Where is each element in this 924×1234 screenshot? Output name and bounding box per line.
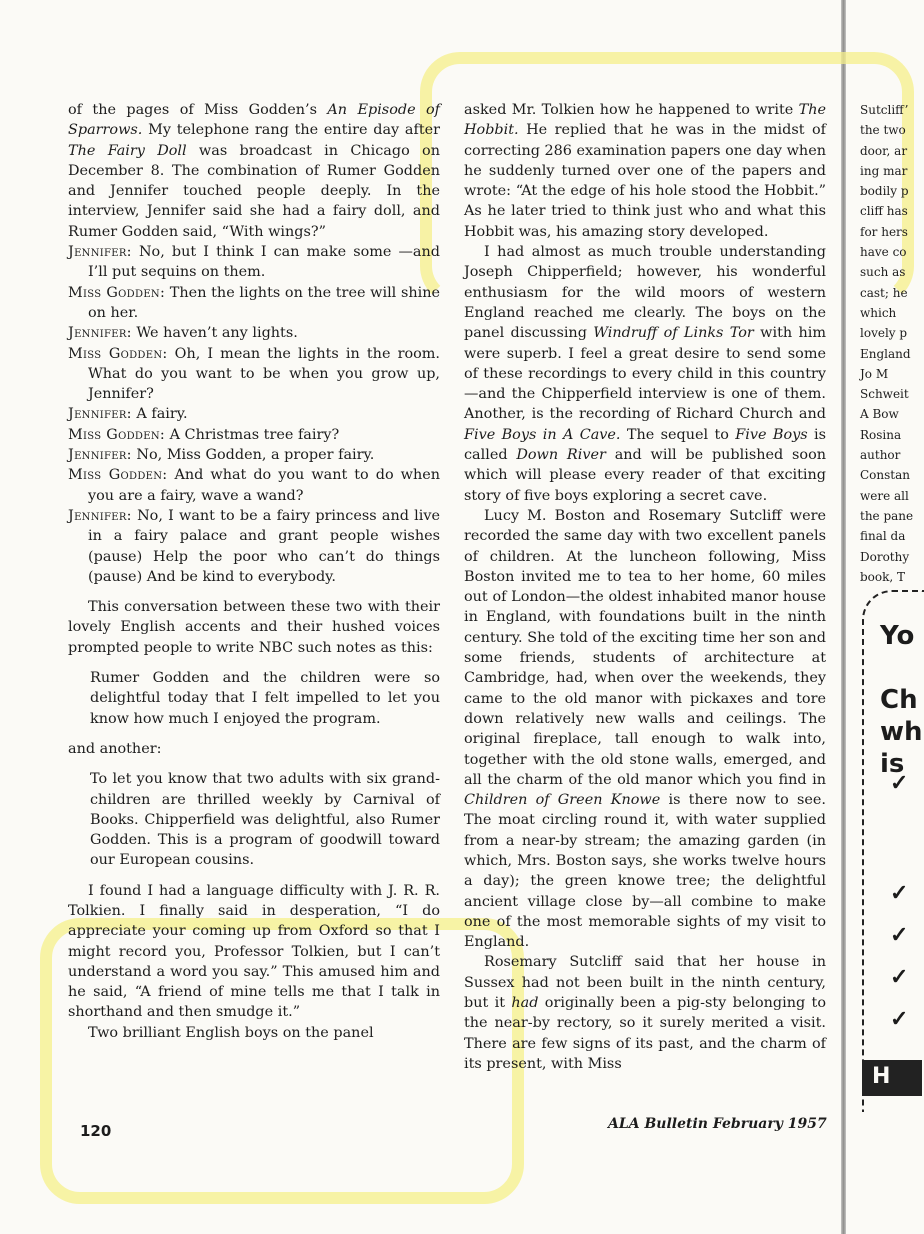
book-title: Five Boys in A Cave.: [464, 426, 621, 443]
paragraph: [464, 506, 826, 953]
text-run: To let you know that two adults with six grand-children are thrilled weekly by Carnival of Books. Chipperfield was delightful, also Rumer Godden. This is a program of goodwill toward our European cousins.: [90, 771, 440, 869]
block-quote: [68, 769, 440, 870]
paragraph: [464, 100, 826, 242]
block-quote: [68, 668, 440, 729]
speaker-label: Miss Godden:: [68, 284, 166, 301]
paragraph-gap: [68, 658, 440, 668]
clipped-line: author: [860, 448, 901, 463]
speaker-label: Jennifer:: [68, 507, 132, 524]
text-run: asked Mr. Tolkien how he happened to write: [464, 102, 799, 118]
clipped-line: door, ar: [860, 143, 908, 158]
clipped-line: cliff has: [860, 204, 908, 219]
paragraph: [68, 100, 440, 242]
text-run: with him were superb. I feel a great desire to send some of these recordings to every child in this country—and the Chipperfield interview is one of them. Another, is the recording of Richard Church and: [464, 325, 827, 423]
paragraph: [464, 242, 826, 506]
text-run: No, but I think I can make some —and I’ll put sequins on them.: [88, 244, 440, 281]
book-title: The Hobbit.: [464, 102, 826, 139]
clipped-line: the two: [860, 123, 906, 138]
clipped-line: book, T: [860, 569, 906, 584]
text-run: I found I had a language difficulty with J. R. R. Tolkien. I finally said in desperation, “I do appreciate your coming up from Oxford so that I might record you, Professor Tolkien, but I can’t understand a word you say.” This amused him and he said, “A friend of mine tells me that I talk in shorthand and then smudge it.”: [68, 882, 440, 1021]
clipped-line: Sutcliff’: [860, 103, 909, 117]
text-run: No, Miss Godden, a proper fairy.: [131, 447, 375, 464]
dialogue-line: [68, 242, 440, 283]
clipped-line: England: [860, 346, 911, 361]
text-run: and will be published soon which will please every reader of that exciting story of five boys exploring a secret cave.: [464, 447, 827, 504]
dialogue-line: [68, 404, 440, 424]
text-column-right-clipped: [860, 100, 920, 587]
dialogue-line: [68, 465, 440, 506]
text-run: And what do you want to do when you are a fairy, wave a wand?: [88, 467, 441, 504]
book-title: An Episode of Sparrows.: [68, 102, 440, 139]
text-run: My telephone rang the entire day after: [142, 122, 440, 139]
clipped-line: Jo M: [860, 366, 889, 381]
speaker-label: Miss Godden:: [68, 467, 168, 484]
dialogue-line: [68, 344, 440, 405]
checkmark-icon: ✓: [890, 770, 909, 796]
text-run: A fairy.: [131, 406, 188, 423]
speaker-label: Jennifer:: [68, 447, 132, 464]
book-title: Children of Green Knowe: [464, 792, 661, 809]
clipped-line: such as: [860, 265, 906, 280]
clipped-line: Rosina: [860, 427, 902, 442]
text-run: Rumer Godden and the children were so delightful today that I felt impelled to let you know how much I enjoyed the program.: [90, 670, 440, 727]
text-run: The sequel to: [620, 426, 736, 443]
dialogue-line: [68, 425, 440, 445]
speaker-label: Jennifer:: [68, 244, 132, 261]
clipped-line: ing mar: [860, 163, 908, 178]
text-run: Then the lights on the tree will shine on her.: [88, 284, 440, 321]
speaker-label: Jennifer:: [68, 406, 132, 423]
clipped-line: which: [860, 305, 897, 320]
paragraph: [68, 739, 440, 759]
checkmark-icon: ✓: [890, 964, 909, 990]
text-column-left: [68, 100, 440, 1043]
clipped-line: Dorothy: [860, 549, 910, 564]
page-number: 120: [80, 1122, 112, 1140]
book-title: The Fairy Doll: [68, 142, 187, 159]
text-run: was broadcast in Chicago on December 8. The combination of Rumer Godden and Jennifer touched people deeply. In the interview, Jennifer said she had a fairy doll, and Rumer Godden said, “With wings?”: [68, 142, 440, 240]
book-title: Down River: [516, 447, 606, 464]
text-run: No, I want to be a fairy princess and live in a fairy palace and grant people wishes (pause) Help the poor who can’t do things (pause) And be kind to everybody.: [88, 507, 440, 585]
text-run: Oh, I mean the lights in the room. What do you want to be when you grow up, Jennifer?: [88, 345, 440, 403]
text-run: He replied that he was in the midst of correcting 286 examination papers one day when he suddenly turned over one of the papers and wrote: “At the edge of his hole stood the Hobbit.” As he later tried to think just who and what this Hobbit was, his amazing story developed.: [464, 122, 826, 240]
text-run: originally been a pig-sty belonging to the near-by rectory, so it surely merited a visit. There are few signs of its past, and the charm of its present, with Miss: [464, 995, 826, 1072]
paragraph: [68, 1023, 440, 1043]
ad-heading-line: is: [880, 749, 905, 779]
clipped-line: final da: [860, 529, 906, 544]
dialogue-line: [68, 323, 440, 343]
book-title: Windruff of Links Tor: [593, 325, 754, 342]
dialogue-line: [68, 283, 440, 324]
paragraph: [464, 952, 826, 1074]
paragraph-gap: [68, 729, 440, 739]
text-run: is there now to see. The moat circling round it, with water supplied from a near-by stream; the amazing garden (in which, Mrs. Boston says, she works twelve hours a day); the green knowe tree; the delightful ancient village close by—all combine to make one of the most memorable sights of my visit to England.: [464, 792, 827, 951]
running-footer: ALA Bulletin February 1957: [608, 1116, 827, 1132]
advertisement-heading: [880, 620, 923, 780]
ad-heading-line: Yo: [880, 621, 915, 651]
text-column-middle: [464, 100, 826, 1074]
ad-heading-line: [880, 652, 923, 684]
clipped-line: for hers: [860, 224, 908, 239]
book-title: Five Boys: [735, 426, 808, 443]
dialogue-line: [68, 445, 440, 465]
advertisement-logo-bar: [862, 1060, 922, 1096]
ad-heading-line: Ch: [880, 685, 918, 715]
ad-heading-line: wh: [880, 717, 923, 747]
paragraph-gap: [68, 759, 440, 769]
clipped-line: Constan: [860, 468, 910, 483]
clipped-line: lovely p: [860, 326, 908, 341]
text-run: We haven’t any lights.: [131, 325, 298, 342]
text-run: is called: [464, 426, 827, 464]
speaker-label: Jennifer:: [68, 325, 132, 342]
text-run: Two brilliant English boys on the panel: [88, 1024, 374, 1041]
text-run: This conversation between these two with their lovely English accents and their hushed voices prompted people to write NBC such notes as this:: [68, 599, 440, 656]
paragraph-gap: [68, 587, 440, 597]
paragraph: [68, 881, 440, 1023]
text-run: and another:: [68, 740, 162, 757]
speaker-label: Miss Godden:: [68, 345, 168, 362]
clipped-line: have co: [860, 245, 907, 260]
clipped-line: were all: [860, 488, 909, 503]
checkmark-icon: ✓: [890, 1006, 909, 1032]
text-run: Rosemary Sutcliff said that her house in Sussex had not been built in the ninth century, but it: [464, 954, 826, 1012]
ad-logo-letter: H: [872, 1064, 891, 1089]
checkmark-icon: ✓: [890, 922, 909, 948]
text-run: of the pages of Miss Godden’s: [68, 102, 328, 118]
text-run: A Christmas tree fairy?: [165, 426, 340, 443]
paragraph: [68, 597, 440, 658]
text-run: Lucy M. Boston and Rosemary Sutcliff were recorded the same day with two excellent panels of children. At the luncheon following, Miss Boston invited me to tea to her home, 60 miles out of London—the oldest inhabited manor house in England, with foundations built in the ninth century. She told of the exciting time her son and some friends, students of architecture at Cambridge, had, when over the weekends, they came to the old manor with pickaxes and tore down relatively new walls and ceilings. The original fireplace, tall enough to walk into, together with the old stone walls, emerged, and all the charm of the old manor which you find in: [464, 507, 826, 788]
text-run: I had almost as much trouble understanding Joseph Chipperfield; however, his wonderful enthusiasm for the wild moors of western England reached me clearly. The boys on the panel discussing: [464, 244, 826, 342]
clipped-line: A Bow: [860, 407, 899, 422]
clipped-line: Schweit: [860, 387, 909, 402]
speaker-label: Miss Godden:: [68, 426, 166, 443]
book-title: had: [511, 995, 539, 1012]
checkmark-icon: ✓: [890, 880, 909, 906]
paragraph-gap: [68, 871, 440, 881]
clipped-line: cast; he: [860, 285, 908, 300]
clipped-line: bodily p: [860, 184, 909, 199]
clipped-line: the pane: [860, 508, 914, 523]
dialogue-line: [68, 506, 440, 587]
